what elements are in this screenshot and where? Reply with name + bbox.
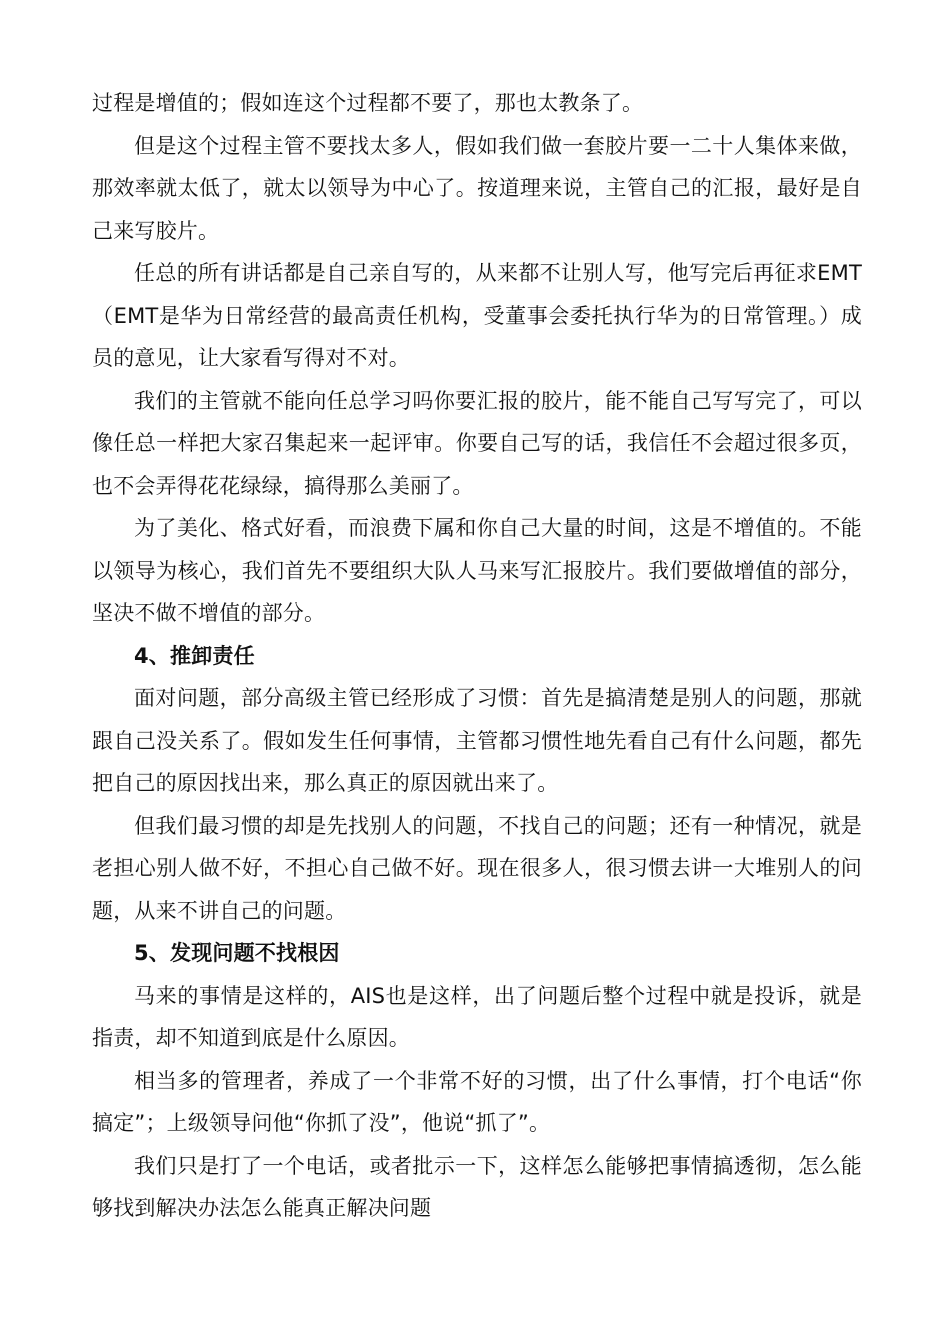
paragraph-phone-call: 我们只是打了一个电话，或者批示一下，这样怎么能够把事情搞透彻，怎么能够找到解决办法怎么能真正解决问题 xyxy=(92,1153,862,1220)
document-body xyxy=(92,82,862,1230)
section-heading-shifting-blame: 4、推卸责任 xyxy=(134,643,255,668)
paragraph-bad-habit: 相当多的管理者，养成了一个非常不好的习惯，出了什么事情，打个电话“你搞定”；上级领导问他“你抓了没”，他说“抓了”。 xyxy=(92,1068,862,1135)
paragraph-briefing-process: 但是这个过程主管不要找太多人，假如我们做一套胶片要一二十人集体来做，那效率就太低了，就太以领导为中心了。按道理来说，主管自己的汇报，最好是自己来写胶片。 xyxy=(92,133,862,243)
paragraph-learn-from-ceo: 我们的主管就不能向任总学习吗你要汇报的胶片，能不能自己写写完了，可以像任总一样把大家召集起来一起评审。你要自己写的话，我信任不会超过很多页，也不会弄得花花绿绿，搞得那么美丽了。 xyxy=(92,388,862,498)
section-heading-root-cause: 5、发现问题不找根因 xyxy=(134,941,340,965)
paragraph-malaysia-ais: 马来的事情是这样的，AIS也是这样，出了问题后整个过程中就是投诉，就是指责，却不知道到底是什么原因。 xyxy=(92,983,862,1050)
paragraph-blaming-others: 但我们最习惯的却是先找别人的问题，不找自己的问题；还有一种情况，就是老担心别人做不好，不担心自己做不好。现在很多人，很习惯去讲一大堆别人的问题，从来不讲自己的问题。 xyxy=(92,813,862,923)
paragraph-non-value-adding: 为了美化、格式好看，而浪费下属和你自己大量的时间，这是不增值的。不能以领导为核心，我们首先不要组织大队人马来写汇报胶片。我们要做增值的部分，坚决不做不增值的部分。 xyxy=(92,516,862,625)
paragraph-continuation: 过程是增值的；假如连这个过程都不要了，那也太教条了。 xyxy=(92,91,644,115)
paragraph-ceo-speeches: 任总的所有讲话都是自己亲自写的，从来都不让别人写，他写完后再征求EMT（EMT是华为日常经营的最高责任机构，受董事会委托执行华为的日常管理。）成员的意见，让大家看写得对不对。 xyxy=(92,261,862,370)
paragraph-facing-problems: 面对问题，部分高级主管已经形成了习惯：首先是搞清楚是别人的问题，那就跟自己没关系了。假如发生任何事情，主管都习惯性地先看自己有什么问题，都先把自己的原因找出来，那么真正的原因就出来了。 xyxy=(92,686,862,795)
